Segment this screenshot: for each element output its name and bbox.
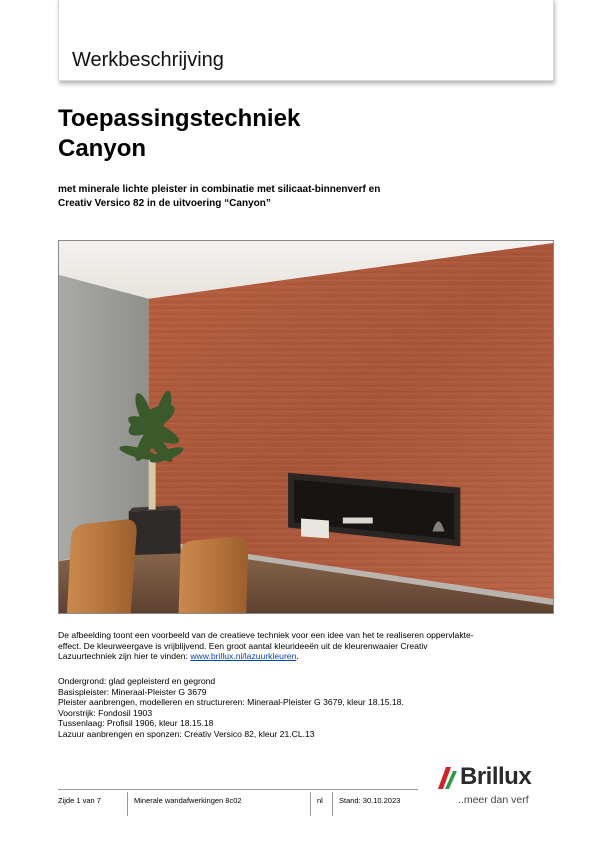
color-ideas-link[interactable]: www.brillux.nl/lazuurkleuren (190, 651, 297, 662)
footer (58, 792, 428, 816)
footer-divider (332, 792, 333, 816)
subtitle-line-1: met minerale lichte pleister in combinatie met silicaat-binnenverf en (58, 184, 381, 195)
header-title: Werkbeschrijving (72, 49, 224, 71)
footer-rule (58, 789, 418, 790)
footer-language: nl (317, 796, 323, 805)
footer-page-number: Zijde 1 van 7 (58, 796, 101, 805)
spec-item: Basispleister: Mineraal-Pleister G 3679 (58, 686, 207, 697)
spec-list (58, 676, 548, 740)
spec-item: Lazuur aanbrengen en sponzen: Creativ Versico 82, kleur 21.CL.13 (58, 728, 315, 739)
title-line-2: Canyon (58, 135, 147, 162)
title-line-1: Toepassingstechniek (58, 105, 301, 132)
footer-date: Stand: 30.10.2023 (339, 796, 401, 805)
footer-divider (310, 792, 311, 816)
spec-item: Tussenlaag: Profisil 1906, kleur 18.15.18 (58, 718, 214, 729)
subtitle-line-2: Creativ Versico 82 in de uitvoering “Canyon” (58, 198, 271, 209)
logo-name: Brillux (460, 763, 532, 790)
spec-item: Pleister aanbrengen, modelleren en structureren: Mineraal-Pleister G 3679, kleur 18.15.18. (58, 697, 404, 708)
header-box (58, 0, 554, 81)
description-line-3: Lazuurtechniek zijn hier te vinden: (58, 651, 191, 662)
subtitle (58, 183, 478, 211)
image-description (58, 630, 548, 662)
description-line-2: effect. De kleurweergave is vrijblijvend. Een groot aantal kleurideeën uit de kleurenwaaier Creativ (58, 640, 428, 651)
spec-item: Ondergrond: glad gepleisterd en gegrond (58, 676, 216, 686)
description-line-3-end: . (296, 651, 299, 662)
brillux-logo-icon (436, 765, 460, 791)
spec-item: Voorstrijk: Fondosil 1903 (58, 707, 153, 718)
interior-photo (58, 240, 554, 614)
footer-divider (127, 792, 128, 816)
footer-document-name: Minerale wandafwerkingen 8c02 (134, 796, 242, 805)
interior-photo-illustration (59, 241, 553, 613)
description-line-1: De afbeelding toont een voorbeeld van de creatieve techniek voor een idee van het te realiseren oppervlakte- (58, 630, 474, 640)
page-title (58, 104, 300, 164)
brillux-logo (436, 763, 556, 813)
logo-tagline: ..meer dan verf (458, 794, 529, 806)
